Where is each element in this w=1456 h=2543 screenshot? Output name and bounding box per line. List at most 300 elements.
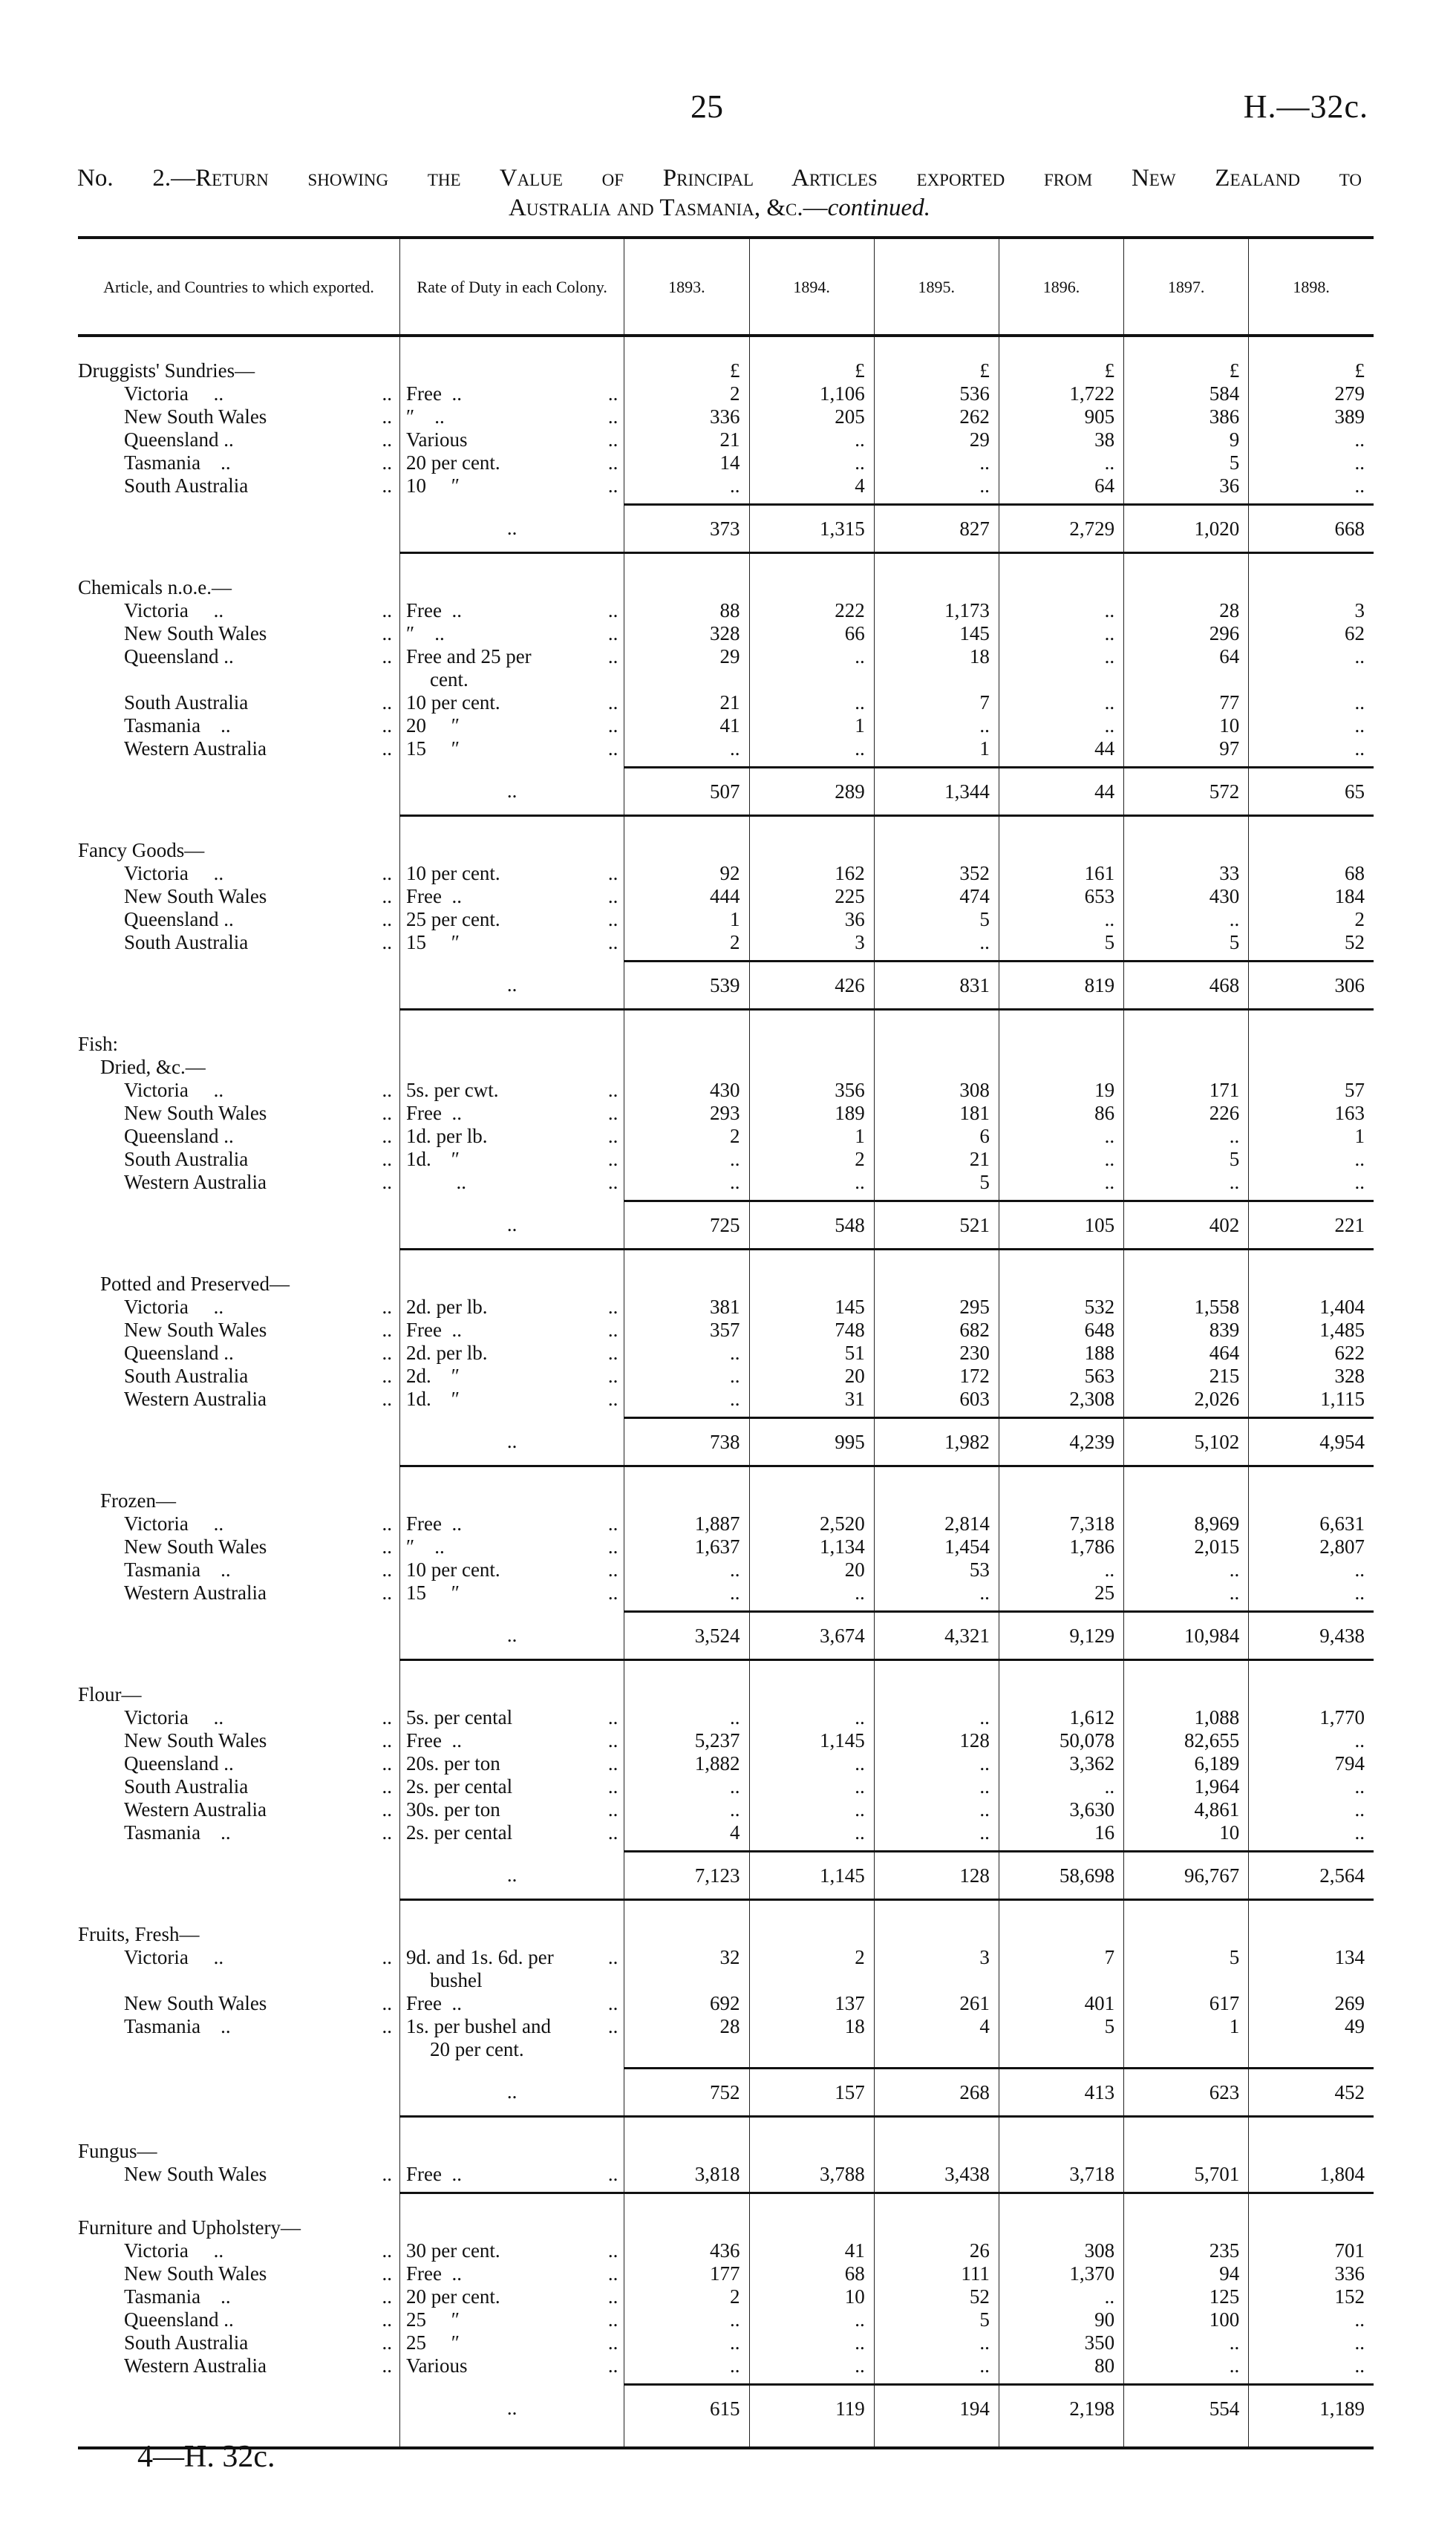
dot-leader: .. [607,1775,618,1798]
duty-cell [399,1729,624,1752]
value-cell-1897: .. [1124,2354,1249,2377]
empty-cell [399,1250,624,1273]
dot-leader: .. [382,622,392,644]
duty-rate: 25 per cent. [405,908,500,930]
table-row [78,382,1374,405]
duty-wrap [400,862,624,885]
duty-wrap [400,1342,624,1365]
value-cell-1898: .. [1249,1821,1374,1844]
empty-cell [1124,1466,1249,1490]
duty-rate: 15 ″ [405,1581,460,1604]
value-cell-1895: 145 [874,622,999,645]
value-cell-1898: 269 [1249,1992,1374,2015]
section-heading: Fish: [78,1033,119,1055]
dot-leader: .. [607,1558,618,1581]
country-name: South Australia [124,1365,249,1387]
duty-wrap [400,691,624,714]
table-row [78,1512,1374,1535]
country-cell [78,2308,399,2331]
table-row [78,1388,1374,1411]
duty-cell [399,1946,624,1969]
country-wrap [124,1296,399,1319]
duty-wrap [400,1125,624,1148]
spacer-row [78,1466,1374,1490]
value-cell-1895: 5 [874,908,999,931]
value-cell-1896: 50,078 [999,1729,1123,1752]
empty-cell [624,2117,749,2141]
dot-leader: .. [607,1798,618,1821]
value-cell-1898: .. [1249,1729,1374,1752]
empty-cell [874,954,999,962]
duty-rate: 2s. per cental [405,1821,513,1844]
table-row [78,1342,1374,1365]
spacer-row [78,2117,1374,2141]
empty-cell [1124,839,1249,862]
total-value-1894: 548 [749,1201,874,1250]
value-cell-1893: 430 [624,1079,749,1102]
dot-leader: .. [382,1798,392,1821]
duty-continuation: cent. [399,668,624,691]
dot-leader: .. [382,451,392,474]
currency-symbol: £ [749,359,874,382]
duty-cell [399,2015,624,2038]
dot-leader: .. [607,885,618,907]
duty-rate: 30 per cent. [405,2239,500,2262]
empty-cell [78,816,399,840]
section-heading-row [78,839,1374,862]
duty-rate: 20 per cent. [405,451,500,474]
empty-cell [399,1683,624,1706]
empty-cell [624,816,749,840]
country-name: South Australia [124,1148,249,1170]
table-row [78,1798,1374,1821]
value-cell-1893: 28 [624,2015,749,2038]
country-wrap [124,2239,399,2262]
empty-cell [78,768,399,816]
gap-row [78,1844,1374,1852]
country-cell [78,862,399,885]
table-row [78,1775,1374,1798]
empty-cell [999,1660,1123,1684]
empty-cell [399,1411,624,1418]
total-value-1898: 65 [1249,768,1374,816]
value-cell-1897: 97 [1124,737,1249,760]
duty-cell [399,714,624,737]
total-value-1895: 1,344 [874,768,999,816]
country-name: Victoria .. [124,862,224,884]
dot-leader: .. [607,1752,618,1775]
country-wrap [124,908,399,931]
table-row [78,451,1374,474]
empty-cell [999,2117,1123,2141]
value-cell-1894: 2 [749,1148,874,1171]
country-wrap [124,737,399,760]
empty-cell [874,1194,999,1201]
total-leader: .. [399,2385,624,2432]
empty-cell [624,497,749,505]
dot-leader: .. [382,1365,392,1387]
country-wrap [124,1946,399,1969]
value-cell-1898: 6,631 [1249,1512,1374,1535]
value-cell-1894: .. [749,1706,874,1729]
empty-cell [1249,497,1374,505]
value-cell-1894: .. [749,2308,874,2331]
total-value-1896: 58,698 [999,1852,1123,1900]
table-row [78,931,1374,954]
header-year-1893: 1893. [624,238,749,336]
empty-cell [78,1201,399,1250]
table-row [78,737,1374,760]
total-value-1893: 507 [624,768,749,816]
country-wrap [124,645,399,668]
empty-cell [399,2377,624,2385]
total-value-1896: 2,729 [999,505,1123,553]
value-cell-1898: 49 [1249,2015,1374,2038]
empty-cell [1249,668,1374,691]
value-cell-1894: 10 [749,2285,874,2308]
total-value-1896: 9,129 [999,1612,1123,1660]
section-heading-row [78,576,1374,599]
value-cell-1897: 33 [1124,862,1249,885]
empty-cell [749,1900,874,1924]
country-cell [78,451,399,474]
empty-cell [78,760,399,768]
country-cell [78,1535,399,1558]
value-cell-1895: 52 [874,2285,999,2308]
dot-leader: .. [607,1388,618,1410]
dot-leader: .. [607,2285,618,2308]
duty-rate: 2d. per lb. [405,1342,488,1364]
title-main: Return showing the Value of Principal Articles exported from New Zealand to [195,165,1362,192]
country-wrap [124,714,399,737]
value-cell-1897: 64 [1124,645,1249,668]
empty-cell [749,1969,874,1992]
duty-rate: ″ .. [405,405,445,428]
country-cell [78,1798,399,1821]
dot-leader: .. [382,862,392,884]
value-cell-1894: .. [749,1752,874,1775]
country-wrap [124,2285,399,2308]
dot-leader: .. [382,1148,392,1170]
value-cell-1897: 5 [1124,1148,1249,1171]
empty-cell [399,2140,624,2163]
dot-leader: .. [607,474,618,497]
country-name: Western Australia [124,1171,267,1193]
total-row [78,505,1374,553]
duty-rate: 5s. per cwt. [405,1079,499,1101]
table-row [78,2239,1374,2262]
empty-cell [999,2377,1123,2385]
empty-cell [749,1250,874,1273]
country-wrap [124,382,399,405]
value-cell-1898: 1,115 [1249,1388,1374,1411]
duty-wrap [400,645,624,668]
dot-leader: .. [607,1729,618,1752]
dot-leader: .. [382,428,392,451]
value-cell-1898: .. [1249,2331,1374,2354]
value-cell-1894: 36 [749,908,874,931]
duty-rate: Free and 25 per [405,645,532,667]
empty-cell [624,1900,749,1924]
value-cell-1895: 295 [874,1296,999,1319]
value-cell-1893: .. [624,1365,749,1388]
table-row [78,2331,1374,2354]
total-value-1895: 194 [874,2385,999,2432]
value-cell-1895: 352 [874,862,999,885]
country-wrap [124,1775,399,1798]
empty-cell [1124,336,1249,359]
country-name: Victoria .. [124,1946,224,1968]
table-row [78,1079,1374,1102]
duty-cell [399,451,624,474]
gap-row [78,954,1374,962]
empty-cell [78,1900,399,1924]
empty-cell [1249,2216,1374,2239]
country-name: New South Wales [124,622,267,644]
duty-wrap [400,908,624,931]
value-cell-1898: 134 [1249,1946,1374,1969]
empty-cell [1124,1010,1249,1034]
total-value-1898: 221 [1249,1201,1374,1250]
dot-leader: .. [607,1992,618,2014]
empty-cell [399,1660,624,1684]
value-cell-1894: .. [749,428,874,451]
dot-leader: .. [382,1992,392,2014]
empty-cell [78,1010,399,1034]
duty-wrap [400,931,624,954]
empty-cell [624,2140,749,2163]
total-leader: .. [399,505,624,553]
country-name: Victoria .. [124,1079,224,1101]
currency-symbol: £ [1249,359,1374,382]
dot-leader: .. [607,2239,618,2262]
duty-cell [399,931,624,954]
value-cell-1897: 839 [1124,1319,1249,1342]
country-cell [78,737,399,760]
total-value-1894: 995 [749,1418,874,1466]
country-name: Tasmania .. [124,2285,231,2308]
empty-cell [624,2061,749,2069]
duty-rate: 25 ″ [405,2308,460,2331]
value-cell-1894: 51 [749,1342,874,1365]
value-cell-1894: 145 [749,1296,874,1319]
value-cell-1895: 474 [874,885,999,908]
table-row [78,2354,1374,2377]
duty-cell [399,2308,624,2331]
header-year-1897: 1897. [1124,238,1249,336]
value-cell-1894: .. [749,1171,874,1194]
total-leader: .. [399,1201,624,1250]
empty-cell [1124,2216,1249,2239]
duty-rate: 10 per cent. [405,1558,500,1581]
dot-leader: .. [607,2262,618,2285]
value-cell-1898: 622 [1249,1342,1374,1365]
gap-row [78,2061,1374,2069]
value-cell-1893: 436 [624,2239,749,2262]
country-cell [78,645,399,668]
duty-rate: 1d. ″ [405,1148,460,1170]
country-wrap [124,1798,399,1821]
gap-row [78,497,1374,505]
duty-rate: .. [405,1171,466,1193]
value-cell-1897: 94 [1124,2262,1249,2285]
header-article: Article, and Countries to which exported. [78,238,399,336]
empty-cell [874,1273,999,1296]
empty-cell [749,2038,874,2061]
table-row [78,405,1374,428]
empty-cell [874,668,999,691]
total-row [78,962,1374,1010]
total-value-1895: 831 [874,962,999,1010]
value-cell-1895: 181 [874,1102,999,1125]
value-cell-1897: 296 [1124,622,1249,645]
gap-row [78,1605,1374,1612]
empty-cell [874,1411,999,1418]
value-cell-1896: 5 [999,931,1123,954]
value-cell-1897: 6,189 [1124,1752,1249,1775]
section-heading-row [78,1923,1374,1946]
dot-leader: .. [607,428,618,451]
value-cell-1896: .. [999,645,1123,668]
table-row [78,1319,1374,1342]
duty-wrap [400,737,624,760]
value-cell-1897: 226 [1124,1102,1249,1125]
duty-cell [399,1581,624,1605]
empty-cell [624,1010,749,1034]
country-cell [78,1125,399,1148]
empty-cell [1124,2140,1249,2163]
value-cell-1898: .. [1249,1148,1374,1171]
empty-cell [999,954,1123,962]
country-wrap [124,2331,399,2354]
value-cell-1894: 31 [749,1388,874,1411]
value-cell-1897: 215 [1124,1365,1249,1388]
duty-rate: Various [405,2354,468,2377]
duty-rate: 20 per cent. [405,2285,500,2308]
value-cell-1893: 88 [624,599,749,622]
country-name: South Australia [124,691,249,714]
country-cell [78,405,399,428]
dot-leader: .. [382,885,392,907]
dot-leader: .. [382,645,392,667]
empty-cell [749,760,874,768]
table-row [78,1365,1374,1388]
value-cell-1894: 66 [749,622,874,645]
duty-wrap [400,1319,624,1342]
empty-cell [399,2061,624,2069]
empty-cell [999,1489,1123,1512]
value-cell-1898: 1,485 [1249,1319,1374,1342]
value-cell-1893: 5,237 [624,1729,749,1752]
duty-wrap [400,2015,624,2038]
country-name: Queensland .. [124,428,234,451]
value-cell-1894: 137 [749,1992,874,2015]
dot-leader: .. [382,1706,392,1728]
value-cell-1895: 21 [874,1148,999,1171]
total-value-1895: 521 [874,1201,999,1250]
empty-cell [1124,1969,1249,1992]
country-name: Western Australia [124,1798,267,1821]
duty-cell [399,1535,624,1558]
empty-cell [1124,1194,1249,1201]
empty-cell [624,553,749,577]
empty-cell [874,2377,999,2385]
table-row [78,428,1374,451]
empty-cell [1249,2193,1374,2217]
empty-cell [1249,2140,1374,2163]
duty-cell [399,1171,624,1194]
value-cell-1897: 5 [1124,451,1249,474]
country-name: Queensland .. [124,908,234,930]
value-cell-1893: 2 [624,382,749,405]
dot-leader: .. [607,1319,618,1341]
country-cell [78,1946,399,1969]
empty-cell [78,2193,399,2217]
empty-cell [399,1033,624,1056]
value-cell-1897: .. [1124,1581,1249,1605]
country-cell [78,382,399,405]
value-cell-1898: .. [1249,645,1374,668]
duty-cell [399,2262,624,2285]
duty-cell [399,1079,624,1102]
empty-cell [999,1844,1123,1852]
empty-cell [624,1605,749,1612]
country-name: New South Wales [124,1992,267,2014]
section-heading-row [78,1683,1374,1706]
value-cell-1897: .. [1124,1125,1249,1148]
value-cell-1898: 57 [1249,1079,1374,1102]
empty-cell [1249,1033,1374,1056]
duty-cell [399,2163,624,2186]
total-value-1897: 96,767 [1124,1852,1249,1900]
empty-cell [1124,2432,1249,2448]
section-heading-row [78,1273,1374,1296]
country-cell [78,1581,399,1605]
empty-cell [874,2061,999,2069]
total-value-1897: 1,020 [1124,505,1249,553]
empty-cell [399,1194,624,1201]
value-cell-1895: 2,814 [874,1512,999,1535]
empty-cell [1249,1273,1374,1296]
value-cell-1893: 336 [624,405,749,428]
value-cell-1895: 29 [874,428,999,451]
dot-leader: .. [607,1079,618,1101]
duty-wrap [400,2308,624,2331]
empty-cell [749,2061,874,2069]
empty-cell [624,1489,749,1512]
value-cell-1898: 163 [1249,1102,1374,1125]
value-cell-1895: 682 [874,1319,999,1342]
value-cell-1897: 171 [1124,1079,1249,1102]
value-cell-1893: .. [624,474,749,497]
duty-rate: Various [405,428,468,451]
empty-cell [78,1612,399,1660]
value-cell-1893: 41 [624,714,749,737]
dot-leader: .. [382,1171,392,1193]
value-cell-1895: 172 [874,1365,999,1388]
dot-leader: .. [607,1946,618,1968]
value-cell-1893: .. [624,1798,749,1821]
value-cell-1898: 2,807 [1249,1535,1374,1558]
empty-cell [399,839,624,862]
total-value-1898: 2,564 [1249,1852,1374,1900]
duty-wrap [400,714,624,737]
table-row [78,1535,1374,1558]
duty-wrap [400,1079,624,1102]
dot-leader: .. [382,1079,392,1101]
duty-rate: Free .. [405,382,462,405]
total-value-1898: 1,189 [1249,2385,1374,2432]
